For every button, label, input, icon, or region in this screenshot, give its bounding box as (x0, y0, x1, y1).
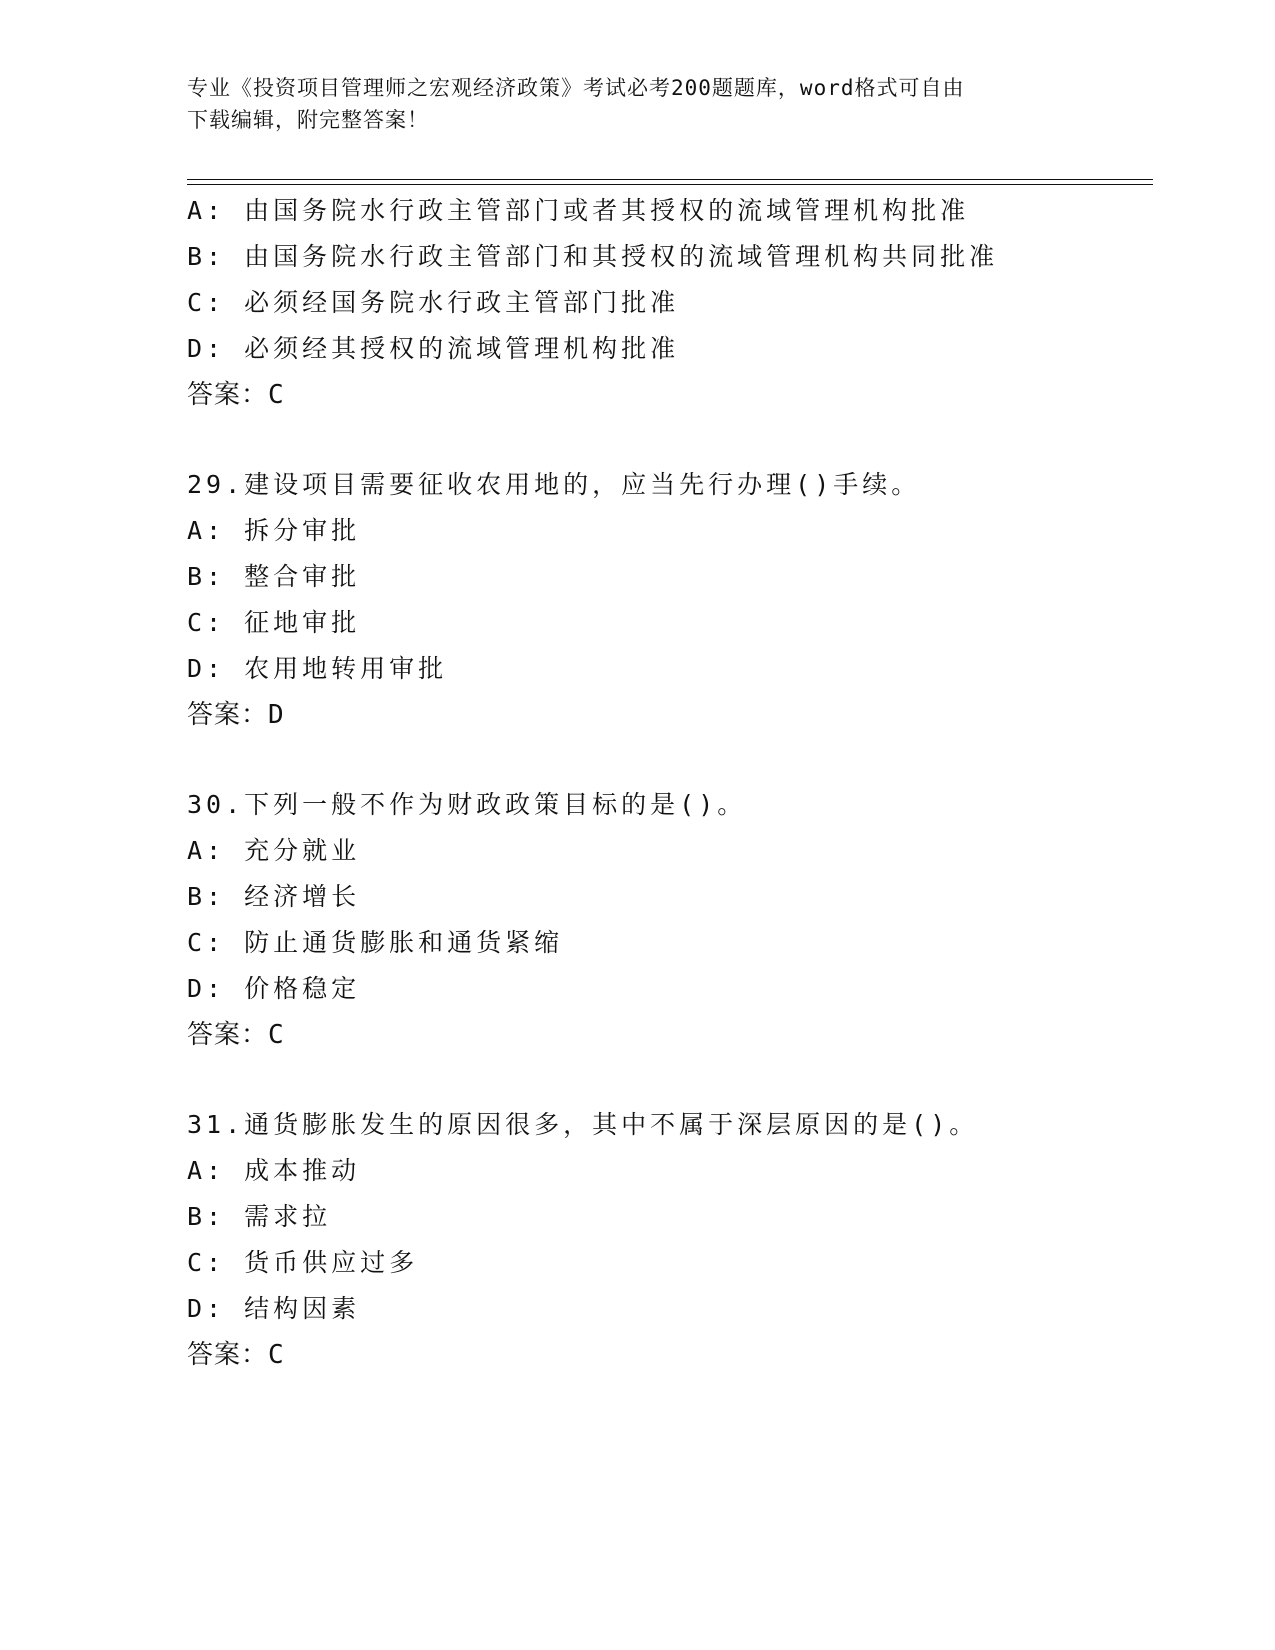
option-c: C: 征地审批 (187, 608, 361, 637)
question-block (187, 462, 1153, 738)
question-spacer (187, 738, 1153, 782)
option-d: D: 农用地转用审批 (187, 654, 448, 683)
option-a: A: 拆分审批 (187, 516, 361, 545)
question-stem: 29.建设项目需要征收农用地的，应当先行办理()手续。 (187, 470, 921, 499)
question-list (187, 188, 1153, 1378)
question-block (187, 188, 1153, 418)
question-block (187, 782, 1153, 1058)
option-b: B: 整合审批 (187, 562, 361, 591)
option-c: C: 防止通货膨胀和通货紧缩 (187, 928, 564, 957)
option-b: B: 经济增长 (187, 882, 361, 911)
option-a: A: 由国务院水行政主管部门或者其授权的流域管理机构批准 (187, 196, 970, 225)
question-spacer (187, 1058, 1153, 1102)
question-stem: 31.通货膨胀发生的原因很多，其中不属于深层原因的是()。 (187, 1110, 979, 1139)
option-d: D: 价格稳定 (187, 974, 361, 1003)
option-c: C: 货币供应过多 (187, 1248, 419, 1277)
question-stem: 30.下列一般不作为财政政策目标的是()。 (187, 790, 747, 819)
option-b: B: 需求拉 (187, 1202, 332, 1231)
answer-line: 答案：C (187, 1020, 285, 1050)
header-line-2: 下载编辑，附完整答案！ (187, 108, 429, 132)
option-d: D: 必须经其授权的流域管理机构批准 (187, 334, 680, 363)
header-divider-top (187, 179, 1153, 180)
header-line-1: 专业《投资项目管理师之宏观经济政策》考试必考200题题库，word格式可自由 (187, 76, 965, 100)
answer-line: 答案：C (187, 1340, 285, 1370)
header-divider-bottom (187, 184, 1153, 185)
option-a: A: 充分就业 (187, 836, 361, 865)
option-a: A: 成本推动 (187, 1156, 361, 1185)
question-spacer (187, 418, 1153, 462)
question-block (187, 1102, 1153, 1378)
answer-line: 答案：D (187, 700, 285, 730)
option-b: B: 由国务院水行政主管部门和其授权的流域管理机构共同批准 (187, 242, 999, 271)
answer-line: 答案：C (187, 380, 285, 410)
option-c: C: 必须经国务院水行政主管部门批准 (187, 288, 680, 317)
option-d: D: 结构因素 (187, 1294, 361, 1323)
document-header (187, 72, 1087, 136)
